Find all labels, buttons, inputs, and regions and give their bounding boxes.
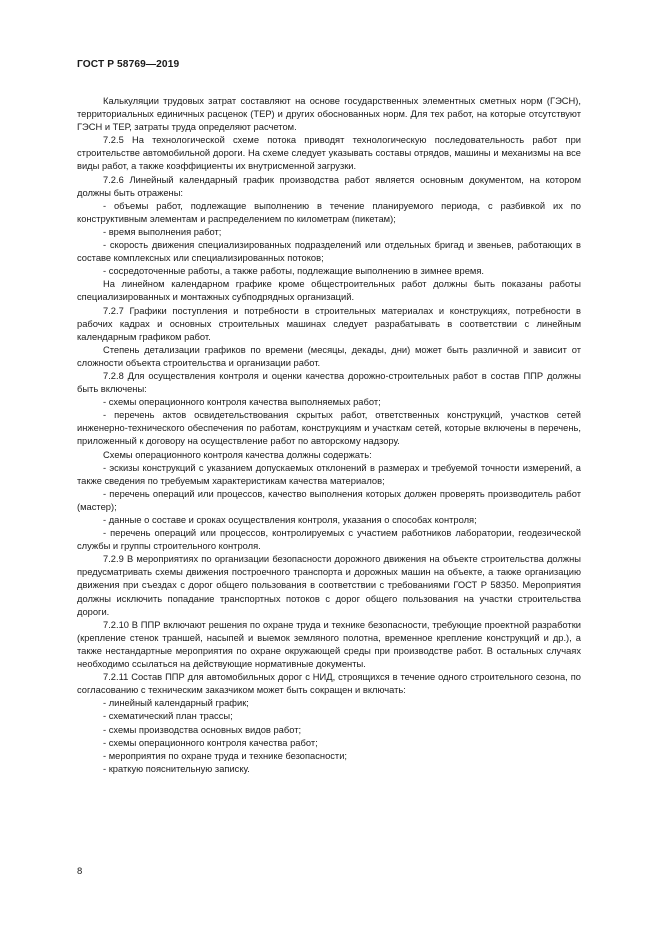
list-item: - скорость движения специализированных подразделений или отдельных бригад и звеньев, работающих в составе комплексных или специализированных потоков; — [77, 240, 581, 264]
list-item: - перечень операций или процессов, качество выполнения которых должен проверять производитель работ (мастер); — [77, 488, 581, 512]
paragraph: На линейном календарном графике кроме общестроительных работ должны быть показаны работы специализированных и монтажных субподрядных организаций. — [77, 279, 581, 303]
list-item: - объемы работ, подлежащие выполнению в течение планируемого периода, с разбивкой их по конструктивным элементам и распределением по километрам (пикетам); — [77, 200, 581, 224]
page-number: 8 — [77, 866, 83, 877]
paragraph: 7.2.10 В ППР включают решения по охране труда и технике безопасности, требующие проектной разработки (крепление стенок траншей, насыпей и выемок земляного полотна, временное крепление конструкций и др.), а также нестандартные мероприятия по охране окружающей среды при производстве работ. В остальных случаях необходимо ссылаться на действующие нормативные документы. — [77, 619, 581, 670]
list-item: - мероприятия по охране труда и технике безопасности; — [103, 750, 348, 761]
list-item: - схемы производства основных видов работ; — [103, 724, 302, 735]
list-item: - время выполнения работ; — [103, 226, 222, 237]
list-item: - перечень актов освидетельствования скрытых работ, ответственных конструкций, участков сетей инженерно-технического обеспечения по работам, конструкциям и участкам сетей, которые включены в перечень, приложенный к договору на осуществление работ по авторскому надзору. — [77, 410, 581, 447]
document-header: ГОСТ Р 58769—2019 — [77, 59, 180, 70]
document-body — [77, 95, 581, 776]
list-item: - схематический план трассы; — [103, 711, 233, 722]
paragraph: 7.2.6 Линейный календарный график производства работ является основным документом, на котором должны быть отражены: — [77, 174, 581, 198]
list-item: - краткую пояснительную записку. — [103, 763, 250, 774]
paragraph: 7.2.5 На технологической схеме потока приводят технологическую последовательность работ при строительстве автомобильной дороги. На схеме следует указывать составы отрядов, машины и механизмы на все виды работ, а также коэффициенты их внутрисменной загрузки. — [77, 135, 581, 172]
list-item: - сосредоточенные работы, а также работы, подлежащие выполнению в зимнее время. — [103, 266, 484, 277]
paragraph: 7.2.11 Состав ППР для автомобильных дорог с НИД, строящихся в течение одного строительного сезона, по согласованию с техническим заказчиком может быть сокращен и включать: — [77, 672, 581, 696]
paragraph: 7.2.8 Для осуществления контроля и оценки качества дорожно-строительных работ в состав ППР должны быть включены: — [77, 370, 581, 395]
list-item: - схемы операционного контроля качества работ; — [103, 737, 318, 748]
paragraph: Степень детализации графиков по времени (месяцы, декады, дни) может быть различной и зависит от сложности объекта строительства и организации работ. — [77, 344, 581, 368]
list-item: - перечень операций или процессов, контролируемых с участием работников лаборатории, геодезической службы и группы строительного контроля. — [77, 528, 581, 552]
paragraph: Схемы операционного контроля качества должны содержать: — [103, 449, 372, 460]
paragraph: Калькуляции трудовых затрат составляют на основе государственных элементных сметных норм (ГЭСН), территориальных единичных расценок (ТЕР) и других обоснованных норм. Для тех работ, на которые отсутствуют ГЭСН и ТЕР, затраты труда определяют расчетом. — [77, 96, 581, 133]
paragraph: 7.2.9 В мероприятиях по организации безопасности дорожного движения на объекте строительства должны предусматривать схемы движения построечного транспорта и дорожных машин на объекте, а также организацию движения при съездах с дорог общего пользования в соответствии с требованиями ГОСТ Р 58350. Мероприятия должны исключить попадание транспортных потоков с дорог общего пользования на участки строительства дороги. — [77, 554, 581, 617]
list-item: - данные о составе и сроках осуществления контроля, указания о способах контроля; — [103, 515, 477, 525]
list-item: - линейный календарный график; — [103, 698, 249, 709]
list-item: - схемы операционного контроля качества выполняемых работ; — [103, 397, 381, 408]
list-item: - эскизы конструкций с указанием допускаемых отклонений в размерах и требуемой точности измерений, а также сведения по требуемым характеристикам качества материалов; — [77, 462, 581, 486]
paragraph: 7.2.7 Графики поступления и потребности в строительных материалах и конструкциях, потребности в рабочих кадрах и основных строительных машинах следует разрабатывать в соответствии с линейным календарным графиком работ. — [77, 305, 581, 342]
